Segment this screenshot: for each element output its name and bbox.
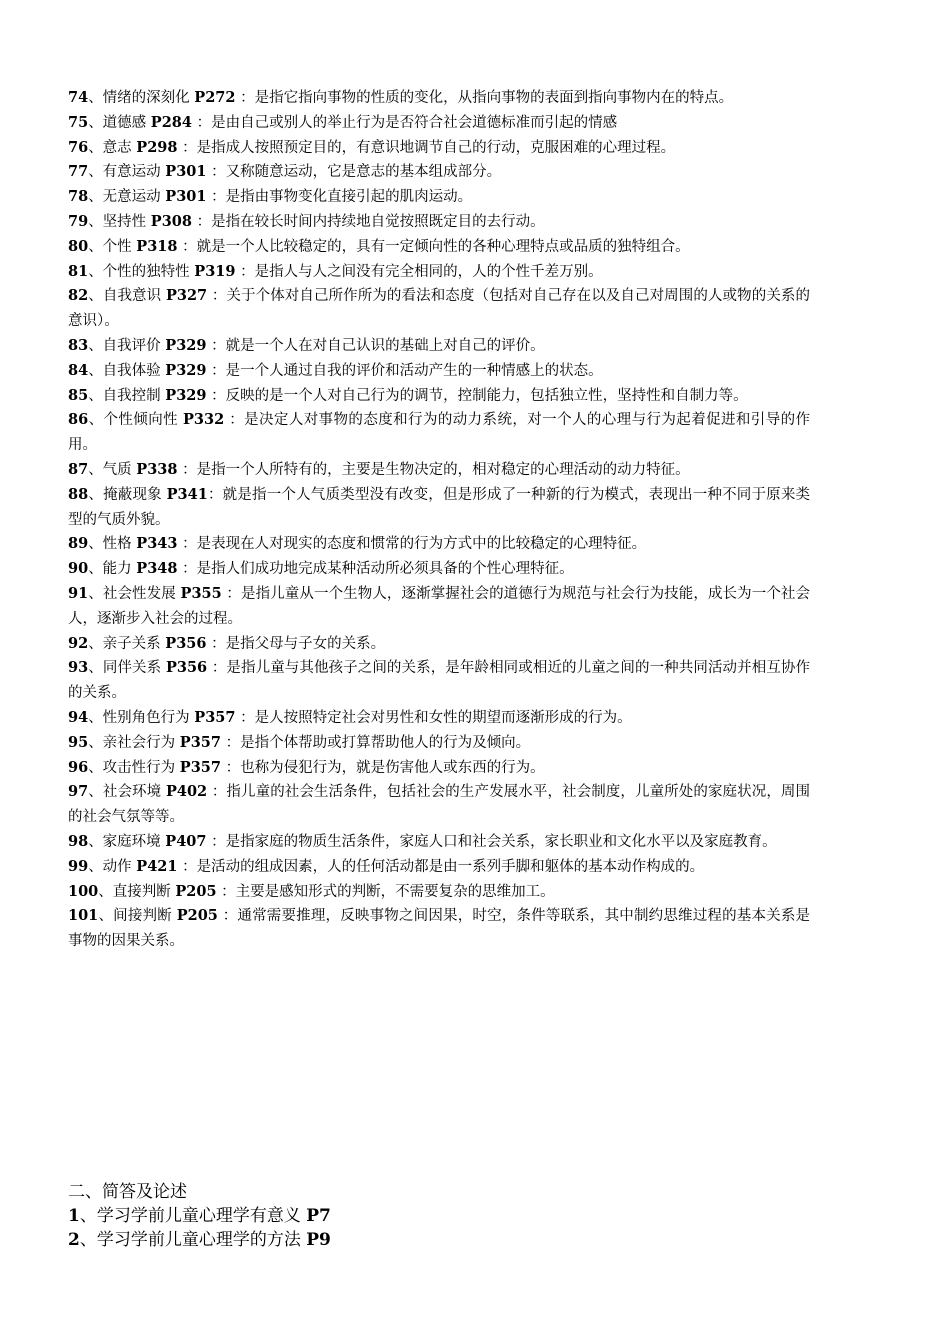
entry-term: 、能力 — [88, 561, 137, 578]
entry-term: 、自我意识 — [88, 288, 166, 305]
glossary-entry — [68, 334, 810, 359]
glossary-entry — [68, 458, 810, 483]
entry-definition: ：主要是感知形式的判断，不需要复杂的思维加工。 — [216, 883, 555, 900]
glossary-entry — [68, 756, 810, 781]
entry-definition: ：是指家庭的物质生活条件，家庭人口和社会关系，家长职业和文化水平以及家庭教育。 — [206, 833, 777, 850]
glossary-entry — [68, 632, 810, 657]
entry-number: 88 — [68, 485, 89, 503]
entry-page-ref: P348 — [136, 560, 178, 578]
entry-page-ref: P341 — [166, 485, 208, 503]
entry-definition: ：是指在较长时间内持续地自觉按照既定目的去行动。 — [191, 213, 545, 230]
entry-definition: ：就是一个人比较稳定的，具有一定倾向性的各种心理特点或品质的独特组合。 — [177, 238, 690, 255]
glossary-entry — [68, 880, 810, 905]
entry-definition: ：是指儿童从一个生物人，逐渐掌握社会的道德行为规范与社会行为技能，成长为一个社会人，逐渐步入社会的过程。 — [68, 585, 811, 627]
entry-number: 95 — [68, 733, 89, 751]
entry-term: 、道德感 — [88, 114, 151, 131]
entry-term: 、有意运动 — [88, 164, 166, 181]
question-text: 、学习学前儿童心理学有意义 — [79, 1206, 307, 1226]
entry-definition: ：指儿童的社会生活条件，包括社会的生产发展水平，社会制度，儿童所处的家庭状况，周围的社会气氛等等。 — [68, 784, 811, 826]
glossary-entry — [68, 284, 810, 334]
entry-page-ref: P329 — [165, 386, 207, 404]
question-page-ref: P9 — [306, 1230, 331, 1250]
entry-definition: ：通常需要推理，反映事物之间因果，时空，条件等联系，其中制约思维过程的基本关系是事物的因果关系。 — [68, 908, 811, 950]
glossary-entry — [68, 384, 810, 409]
glossary-entry — [68, 483, 810, 533]
entry-number: 97 — [68, 783, 89, 801]
entry-term: 、同伴关系 — [88, 660, 166, 677]
entry-number: 91 — [68, 584, 89, 602]
entry-term: 、个性倾向性 — [88, 412, 184, 429]
question-text: 、学习学前儿童心理学的方法 — [79, 1230, 307, 1250]
glossary-entry — [68, 656, 810, 706]
entry-number: 99 — [68, 857, 89, 875]
entry-definition: ：是指它指向事物的性质的变化，从指向事物的表面到指向事物内在的特点。 — [235, 90, 734, 106]
entry-definition: ：是人按照特定社会对男性和女性的期望而逐渐形成的行为。 — [235, 709, 632, 726]
entry-number: 83 — [68, 336, 89, 354]
entry-definition: ：是指由事物变化直接引起的肌肉运动。 — [206, 189, 473, 206]
entry-definition: ：又称随意运动，它是意志的基本组成部分。 — [206, 164, 502, 181]
entry-page-ref: P421 — [136, 857, 178, 875]
glossary-entry — [68, 731, 810, 756]
entry-page-ref: P402 — [165, 783, 208, 801]
entry-page-ref: P272 — [194, 89, 236, 106]
entry-number: 79 — [68, 212, 89, 230]
entry-number: 90 — [68, 560, 89, 578]
entry-number: 80 — [68, 237, 89, 255]
entry-page-ref: P356 — [165, 634, 207, 652]
entry-definition: ：是指成人按照预定目的，有意识地调节自己的行动，克服困难的心理过程。 — [177, 139, 676, 156]
entry-term: 、家庭环境 — [88, 833, 166, 850]
entry-term: 、间接判断 — [98, 908, 177, 925]
short-answer-section — [68, 1180, 810, 1252]
entry-page-ref: P329 — [165, 361, 207, 379]
entry-number: 101 — [68, 907, 99, 925]
entry-term: 、自我体验 — [88, 362, 166, 379]
entry-number: 86 — [68, 411, 89, 429]
entry-term: 、社会性发展 — [88, 585, 181, 602]
glossary-entry — [68, 706, 810, 731]
entry-definition: ：就是一个人在对自己认识的基础上对自己的评价。 — [206, 337, 545, 354]
question-page-ref: P7 — [306, 1206, 331, 1226]
entry-page-ref: P407 — [165, 832, 207, 850]
glossary-entry — [68, 111, 810, 136]
glossary-entry — [68, 235, 810, 260]
entry-definition: ：是指一个人所特有的，主要是生物决定的，相对稳定的心理活动的动力特征。 — [177, 461, 690, 478]
entry-term: 、无意运动 — [88, 189, 166, 206]
glossary-entry — [68, 210, 810, 235]
entry-page-ref: P357 — [194, 708, 236, 726]
entry-number: 85 — [68, 386, 89, 404]
entry-number: 81 — [68, 262, 89, 280]
glossary-entry — [68, 780, 810, 830]
entry-term: 、直接判断 — [98, 883, 176, 900]
entry-definition: ：是表现在人对现实的态度和惯常的行为方式中的比较稳定的心理特征。 — [177, 536, 647, 553]
glossary-entry — [68, 582, 810, 632]
entry-definition: ：反映的是一个人对自己行为的调节，控制能力，包括独立性，坚持性和自制力等。 — [206, 387, 748, 404]
entry-number: 87 — [68, 460, 89, 478]
entry-page-ref: P329 — [165, 336, 207, 354]
glossary-entry — [68, 532, 810, 557]
entry-term: 、坚持性 — [88, 213, 151, 230]
entry-term: 、社会环境 — [88, 784, 166, 801]
entry-term: 、自我控制 — [88, 387, 166, 404]
entry-page-ref: P284 — [150, 113, 192, 131]
question-item — [68, 1204, 810, 1228]
entry-page-ref: P356 — [165, 659, 208, 677]
section-title: 二、简答及论述 — [68, 1182, 187, 1202]
entry-definition: ：是指人与人之间没有完全相同的，人的个性千差万别。 — [235, 263, 603, 280]
entry-definition: ：是指父母与子女的关系。 — [206, 635, 386, 652]
entry-page-ref: P338 — [136, 460, 178, 478]
entry-page-ref: P355 — [180, 584, 222, 602]
entry-number: 92 — [68, 634, 89, 652]
entry-number: 98 — [68, 832, 89, 850]
entry-term: 、动作 — [88, 858, 137, 875]
entry-page-ref: P298 — [136, 138, 178, 156]
entry-term: 、亲社会行为 — [88, 734, 180, 751]
entry-number: 77 — [68, 163, 89, 181]
entry-number: 78 — [68, 188, 89, 206]
entry-number: 75 — [68, 113, 89, 131]
entry-number: 84 — [68, 361, 89, 379]
entry-definition: ：是指儿童与其他孩子之间的关系，是年龄相同或相近的儿童之间的一种共同活动并相互协作的关系。 — [68, 660, 811, 702]
entry-term: 、自我评价 — [88, 337, 166, 354]
entry-term: 、个性的独特性 — [88, 263, 195, 280]
entry-term: 、个性 — [88, 238, 137, 255]
glossary-entry — [68, 855, 810, 880]
entry-page-ref: P205 — [176, 907, 218, 925]
entry-definition: ：是一个人通过自我的评价和活动产生的一种情感上的状态。 — [206, 362, 603, 379]
glossary-entry — [68, 160, 810, 185]
glossary-entry — [68, 185, 810, 210]
entry-number: 94 — [68, 708, 89, 726]
entry-page-ref: P301 — [165, 188, 207, 206]
entry-definition: ：就是指一个人气质类型没有改变，但是形成了一种新的行为模式，表现出一种不同于原来类型的气质外貌。 — [68, 486, 811, 528]
entry-term: 、性别角色行为 — [88, 709, 195, 726]
question-item — [68, 1228, 810, 1252]
entry-page-ref: P343 — [136, 535, 178, 553]
entry-term: 、掩蔽现象 — [88, 486, 167, 503]
question-number: 1 — [68, 1206, 80, 1226]
glossary-entry — [68, 359, 810, 384]
entry-term: 、亲子关系 — [88, 635, 166, 652]
entry-page-ref: P327 — [165, 287, 208, 305]
entry-definition: ：关于个体对自己所作所为的看法和态度（包括对自己存在以及自己对周围的人或物的关系的意识）。 — [68, 288, 811, 330]
entry-page-ref: P308 — [150, 212, 192, 230]
question-number: 2 — [68, 1230, 80, 1250]
glossary-entry — [68, 136, 810, 161]
glossary-entry — [68, 830, 810, 855]
glossary-entry — [68, 260, 810, 285]
entry-number: 93 — [68, 659, 89, 677]
glossary-list — [68, 86, 810, 954]
entry-term: 、意志 — [88, 139, 137, 156]
entry-definition: ：是决定人对事物的态度和行为的动力系统，对一个人的心理与行为起着促进和引导的作用。 — [68, 412, 811, 454]
entry-number: 74 — [68, 89, 89, 106]
glossary-entry — [68, 86, 810, 111]
entry-number: 100 — [68, 882, 99, 900]
entry-number: 76 — [68, 138, 89, 156]
entry-page-ref: P332 — [183, 411, 225, 429]
entry-definition: ：是指人们成功地完成某种活动所必须具备的个性心理特征。 — [177, 561, 574, 578]
entry-page-ref: P319 — [194, 262, 236, 280]
entry-definition: ：是活动的组成因素，人的任何活动都是由一系列手脚和躯体的基本动作构成的。 — [177, 858, 705, 875]
entry-number: 82 — [68, 287, 89, 305]
glossary-entry — [68, 557, 810, 582]
entry-term: 、情绪的深刻化 — [88, 90, 195, 106]
entry-number: 96 — [68, 758, 89, 776]
entry-term: 、性格 — [88, 536, 137, 553]
glossary-entry — [68, 408, 810, 458]
entry-term: 、气质 — [88, 461, 137, 478]
entry-page-ref: P357 — [179, 733, 221, 751]
entry-page-ref: P318 — [136, 237, 178, 255]
entry-definition: ：是指个体帮助或打算帮助他人的行为及倾向。 — [220, 734, 531, 751]
entry-page-ref: P301 — [165, 163, 207, 181]
entry-number: 89 — [68, 535, 89, 553]
entry-definition: ：是由自己或别人的举止行为是否符合社会道德标准而引起的情感 — [191, 114, 618, 131]
entry-term: 、攻击性行为 — [88, 759, 180, 776]
entry-page-ref: P357 — [179, 758, 221, 776]
entry-page-ref: P205 — [175, 882, 217, 900]
glossary-entry — [68, 904, 810, 954]
entry-definition: ：也称为侵犯行为，就是伤害他人或东西的行为。 — [220, 759, 545, 776]
